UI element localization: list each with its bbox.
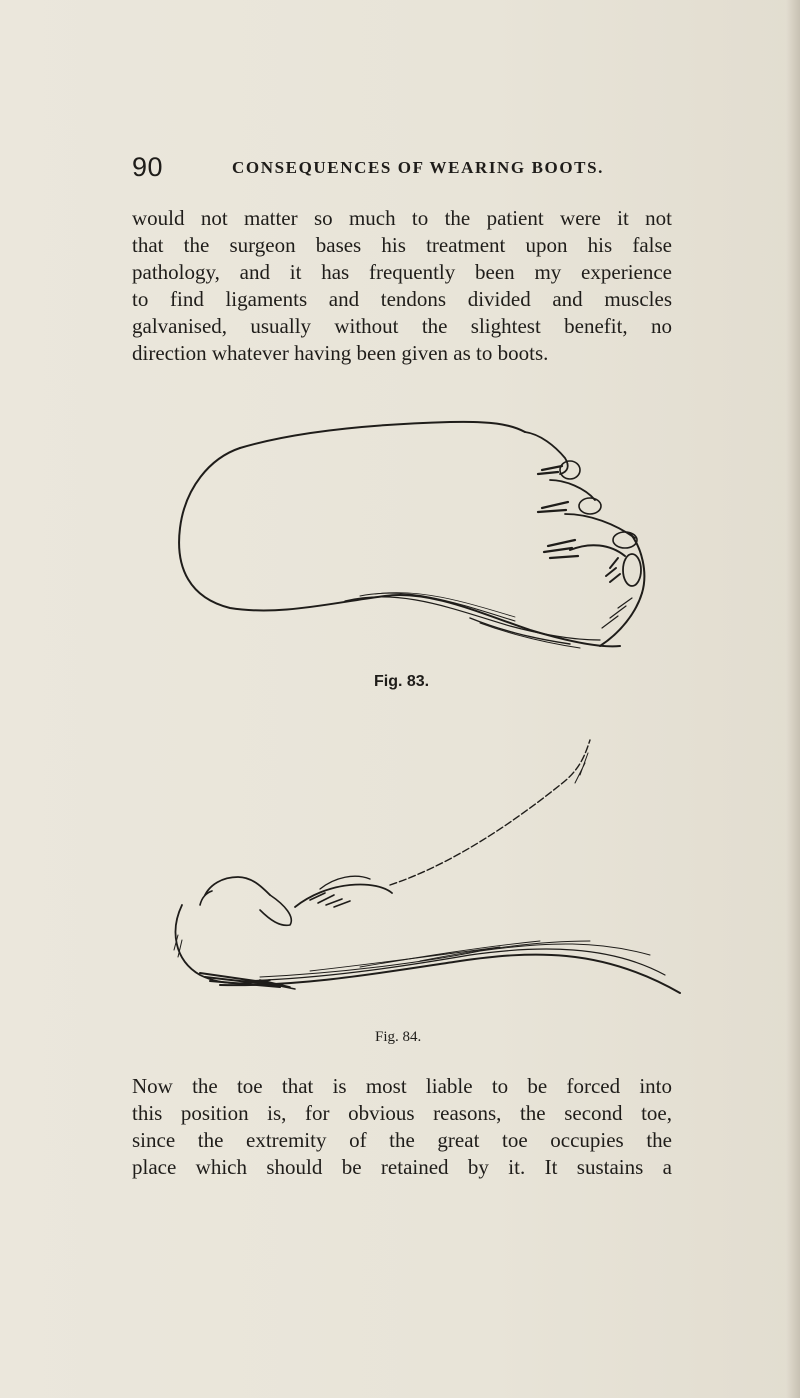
text-line: place which should be retained by it. It sustains a <box>132 1155 672 1179</box>
text-line: this position is, for obvious reasons, the second toe, <box>132 1101 672 1125</box>
page-edge-shadow <box>786 0 800 1398</box>
text-line: since the extremity of the great toe occupies the <box>132 1128 672 1152</box>
figure-83-caption: Fig. 83. <box>374 673 430 690</box>
running-head: CONSEQUENCES OF WEARING BOOTS. <box>232 158 605 177</box>
figure-83-illustration <box>170 418 670 666</box>
text-line: pathology, and it has frequently been my experience <box>132 260 672 284</box>
text-line: would not matter so much to the patient were it not <box>132 206 672 230</box>
text-line: that the surgeon bases his treatment upon his false <box>132 233 672 257</box>
page-number: 90 <box>132 152 164 182</box>
paragraph-1 <box>132 205 672 367</box>
text-line: galvanised, usually without the slightest benefit, no <box>132 314 672 338</box>
page-header <box>132 152 632 182</box>
figure-84-caption: Fig. 84. <box>375 1029 422 1045</box>
text-line: direction whatever having been given as to boots. <box>132 341 549 365</box>
text-line: to find ligaments and tendons divided and muscles <box>132 287 672 311</box>
text-line: Now the toe that is most liable to be forced into <box>132 1074 672 1098</box>
paragraph-2 <box>132 1073 672 1181</box>
figure-84-illustration <box>160 735 690 1025</box>
